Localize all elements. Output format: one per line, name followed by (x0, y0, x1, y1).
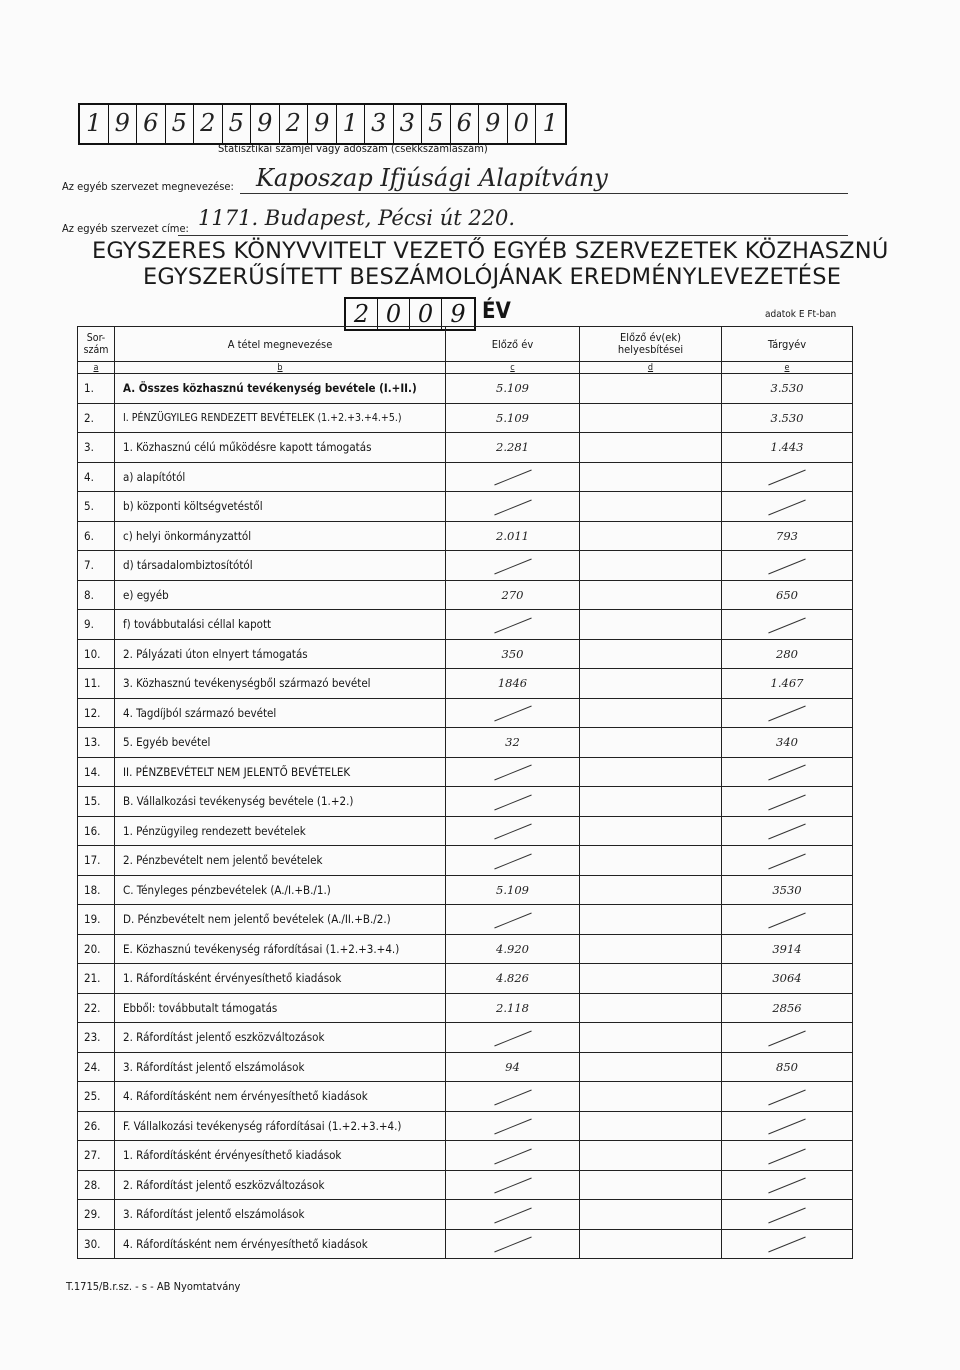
current-year-value (722, 462, 853, 492)
table-row (78, 964, 853, 994)
prev-year-value: 2.011 (446, 521, 580, 551)
correction-value (580, 462, 722, 492)
tax-id-digit: 5 (223, 105, 252, 143)
empty-dash (494, 912, 531, 928)
current-year-value (722, 1023, 853, 1053)
correction-value (580, 728, 722, 758)
empty-dash (768, 1237, 805, 1253)
empty-dash (768, 824, 805, 840)
tax-id-digit: 0 (508, 105, 537, 143)
prev-year-value: 32 (446, 728, 580, 758)
empty-dash (768, 1178, 805, 1194)
row-label: C. Tényleges pénzbevételek (A./I.+B./1.) (115, 875, 446, 905)
empty-dash (494, 558, 531, 574)
row-number: 12. (78, 698, 115, 728)
prev-year-value: 5.109 (446, 875, 580, 905)
row-label: II. PÉNZBEVÉTELT NEM JELENTŐ BEVÉTELEK (115, 757, 446, 787)
tax-id-digit: 2 (194, 105, 223, 143)
prev-year-value (446, 1200, 580, 1230)
row-number: 25. (78, 1082, 115, 1112)
empty-dash (768, 765, 805, 781)
row-label: 4. Ráfordításként nem érvényesíthető kiadások (115, 1082, 446, 1112)
tax-id-digit: 9 (308, 105, 337, 143)
row-number: 11. (78, 669, 115, 699)
correction-value (580, 757, 722, 787)
table-row (78, 846, 853, 876)
current-year-value (722, 846, 853, 876)
tax-id-digit: 5 (166, 105, 195, 143)
current-year-value (722, 1229, 853, 1259)
row-label: A. Összes közhasznú tevékenység bevétele (I.+II.) (115, 374, 446, 404)
table-row (78, 580, 853, 610)
row-number: 16. (78, 816, 115, 846)
year-digit: 9 (450, 300, 466, 328)
org-address-value: 1171. Budapest, Pécsi út 220. (198, 206, 516, 230)
correction-value (580, 1170, 722, 1200)
current-year-value (722, 1200, 853, 1230)
empty-dash (768, 794, 805, 810)
org-address-line (178, 235, 848, 236)
row-label: 1. Közhasznú célú működésre kapott támogatás (115, 433, 446, 463)
row-label: B. Vállalkozási tevékenység bevétele (1.+2.) (115, 787, 446, 817)
prev-year-value (446, 610, 580, 640)
prev-year-value (446, 1229, 580, 1259)
letter-e: e (722, 362, 853, 374)
empty-dash (768, 1148, 805, 1164)
table-row (78, 1111, 853, 1141)
prev-year-value (446, 1141, 580, 1171)
row-label: 3. Ráfordítást jelentő elszámolások (115, 1052, 446, 1082)
current-year-value: 280 (722, 639, 853, 669)
table-row (78, 433, 853, 463)
empty-dash (768, 1207, 805, 1223)
tax-id-digit: 3 (365, 105, 394, 143)
prev-year-value: 5.109 (446, 403, 580, 433)
row-label: 2. Ráfordítást jelentő eszközváltozások (115, 1170, 446, 1200)
table-row (78, 728, 853, 758)
table-row (78, 1170, 853, 1200)
empty-dash (494, 1178, 531, 1194)
tax-id-digit: 5 (422, 105, 451, 143)
prev-year-value (446, 551, 580, 581)
tax-id-caption: Statisztikai számjel vagy adószám (csekkszámlaszám) (218, 142, 488, 155)
table-row (78, 875, 853, 905)
row-number: 19. (78, 905, 115, 935)
correction-value (580, 698, 722, 728)
current-year-value: 793 (722, 521, 853, 551)
current-year-value (722, 1082, 853, 1112)
org-name-label: Az egyéb szervezet megnevezése: (62, 180, 234, 193)
row-number: 6. (78, 521, 115, 551)
prev-year-value (446, 1170, 580, 1200)
tax-id-box (78, 103, 567, 145)
row-number: 8. (78, 580, 115, 610)
correction-value (580, 521, 722, 551)
row-number: 7. (78, 551, 115, 581)
prev-year-value (446, 905, 580, 935)
col-e-header: Tárgyév (722, 327, 853, 362)
row-number: 21. (78, 964, 115, 994)
row-number: 13. (78, 728, 115, 758)
row-label: Ebből: továbbutalt támogatás (115, 993, 446, 1023)
current-year-value (722, 1141, 853, 1171)
empty-dash (494, 853, 531, 869)
empty-dash (494, 1089, 531, 1105)
row-number: 15. (78, 787, 115, 817)
year-digit: 2 (346, 299, 378, 329)
table-row (78, 816, 853, 846)
empty-dash (494, 470, 531, 486)
tax-id-digit: 1 (337, 105, 366, 143)
table-header-row (78, 327, 853, 362)
table-letter-row (78, 362, 853, 374)
row-label: 1. Ráfordításként érvényesíthető kiadások (115, 1141, 446, 1171)
row-label: 1. Ráfordításként érvényesíthető kiadások (115, 964, 446, 994)
table-row (78, 403, 853, 433)
row-number: 18. (78, 875, 115, 905)
col-a-header: Sor- szám (78, 327, 115, 362)
table-row (78, 698, 853, 728)
prev-year-value: 5.109 (446, 374, 580, 404)
correction-value (580, 580, 722, 610)
correction-value (580, 610, 722, 640)
prev-year-value: 4.826 (446, 964, 580, 994)
row-label: 5. Egyéb bevétel (115, 728, 446, 758)
correction-value (580, 1141, 722, 1171)
prev-year-value: 4.920 (446, 934, 580, 964)
empty-dash (494, 1148, 531, 1164)
table-row (78, 521, 853, 551)
prev-year-value (446, 1082, 580, 1112)
current-year-value (722, 551, 853, 581)
year-digit: 0 (410, 299, 442, 329)
table-row (78, 787, 853, 817)
empty-dash (768, 499, 805, 515)
table-row (78, 1141, 853, 1171)
table-row (78, 462, 853, 492)
prev-year-value (446, 757, 580, 787)
table-row (78, 1200, 853, 1230)
row-number: 2. (78, 403, 115, 433)
correction-value (580, 433, 722, 463)
prev-year-value: 2.118 (446, 993, 580, 1023)
col-c-header: Előző év (446, 327, 580, 362)
current-year-value: 1.467 (722, 669, 853, 699)
row-number: 29. (78, 1200, 115, 1230)
prev-year-value (446, 787, 580, 817)
row-label: 3. Ráfordítást jelentő elszámolások (115, 1200, 446, 1230)
correction-value (580, 993, 722, 1023)
correction-value (580, 1082, 722, 1112)
prev-year-value: 350 (446, 639, 580, 669)
row-number: 28. (78, 1170, 115, 1200)
table-row (78, 1082, 853, 1112)
correction-value (580, 905, 722, 935)
empty-dash (494, 1030, 531, 1046)
empty-dash (494, 1237, 531, 1253)
letter-c: c (446, 362, 580, 374)
letter-b: b (115, 362, 446, 374)
col-b-header: A tétel megnevezése (115, 327, 446, 362)
current-year-value (722, 757, 853, 787)
prev-year-value (446, 492, 580, 522)
correction-value (580, 875, 722, 905)
empty-dash (494, 794, 531, 810)
row-number: 27. (78, 1141, 115, 1171)
empty-dash (494, 706, 531, 722)
prev-year-value: 94 (446, 1052, 580, 1082)
current-year-value (722, 1111, 853, 1141)
prev-year-value (446, 816, 580, 846)
empty-dash (494, 1119, 531, 1135)
row-label: 2. Pályázati úton elnyert támogatás (115, 639, 446, 669)
empty-dash (494, 765, 531, 781)
correction-value (580, 1052, 722, 1082)
col-d-header: Előző év(ek) helyesbítései (580, 327, 722, 362)
table-row (78, 757, 853, 787)
current-year-value: 340 (722, 728, 853, 758)
empty-dash (768, 1089, 805, 1105)
empty-dash (494, 499, 531, 515)
correction-value (580, 1023, 722, 1053)
row-label: D. Pénzbevételt nem jelentő bevételek (A./II.+B./2.) (115, 905, 446, 935)
row-number: 17. (78, 846, 115, 876)
empty-dash (494, 617, 531, 633)
current-year-value: 1.443 (722, 433, 853, 463)
row-label: 2. Ráfordítást jelentő eszközváltozások (115, 1023, 446, 1053)
empty-dash (768, 706, 805, 722)
row-number: 5. (78, 492, 115, 522)
empty-dash (768, 853, 805, 869)
org-address-label: Az egyéb szervezet címe: (62, 222, 189, 235)
tax-id-digit: 6 (137, 105, 166, 143)
row-number: 22. (78, 993, 115, 1023)
row-number: 10. (78, 639, 115, 669)
empty-dash (494, 1207, 531, 1223)
current-year-value: 3064 (722, 964, 853, 994)
table-row (78, 669, 853, 699)
current-year-value: 850 (722, 1052, 853, 1082)
tax-id-digit: 9 (251, 105, 280, 143)
row-label: b) központi költségvetéstől (115, 492, 446, 522)
table-row (78, 492, 853, 522)
prev-year-value (446, 462, 580, 492)
correction-value (580, 934, 722, 964)
form-title-line2: EGYSZERŰSÍTETT BESZÁMOLÓJÁNAK EREDMÉNYLEVEZETÉSE (143, 264, 842, 290)
correction-value (580, 374, 722, 404)
tax-id-digit: 1 (542, 109, 558, 137)
row-label: 3. Közhasznú tevékenységből származó bevétel (115, 669, 446, 699)
row-label: a) alapítótól (115, 462, 446, 492)
row-number: 24. (78, 1052, 115, 1082)
table-row (78, 1023, 853, 1053)
current-year-value (722, 1170, 853, 1200)
row-label: f) továbbutalási céllal kapott (115, 610, 446, 640)
correction-value (580, 639, 722, 669)
correction-value (580, 1200, 722, 1230)
correction-value (580, 669, 722, 699)
prev-year-value (446, 1111, 580, 1141)
prev-year-value (446, 698, 580, 728)
row-label: I. PÉNZÜGYILEG RENDEZETT BEVÉTELEK (1.+2.+3.+4.+5.) (115, 403, 446, 433)
letter-a: a (78, 362, 115, 374)
prev-year-value: 1846 (446, 669, 580, 699)
table-row (78, 1052, 853, 1082)
year-digit: 0 (378, 299, 410, 329)
results-table (77, 326, 853, 1259)
correction-value (580, 492, 722, 522)
current-year-value (722, 610, 853, 640)
tax-id-digit: 6 (451, 105, 480, 143)
table-row (78, 610, 853, 640)
current-year-value: 3.530 (722, 374, 853, 404)
empty-dash (768, 558, 805, 574)
current-year-value (722, 698, 853, 728)
correction-value (580, 551, 722, 581)
year-suffix: ÉV (482, 299, 511, 324)
row-label: e) egyéb (115, 580, 446, 610)
correction-value (580, 846, 722, 876)
row-number: 23. (78, 1023, 115, 1053)
empty-dash (768, 1119, 805, 1135)
current-year-value (722, 492, 853, 522)
correction-value (580, 1229, 722, 1259)
form-title-line1: EGYSZERES KÖNYVVITELT VEZETŐ EGYÉB SZERVEZETEK KÖZHASZNÚ (92, 238, 889, 264)
org-name-line (240, 193, 848, 194)
correction-value (580, 787, 722, 817)
correction-value (580, 1111, 722, 1141)
table-row (78, 934, 853, 964)
empty-dash (768, 912, 805, 928)
current-year-value (722, 816, 853, 846)
row-number: 4. (78, 462, 115, 492)
prev-year-value (446, 846, 580, 876)
row-number: 1. (78, 374, 115, 404)
row-number: 14. (78, 757, 115, 787)
table-row (78, 374, 853, 404)
row-label: F. Vállalkozási tevékenység ráfordításai (1.+2.+3.+4.) (115, 1111, 446, 1141)
correction-value (580, 964, 722, 994)
empty-dash (494, 824, 531, 840)
prev-year-value (446, 1023, 580, 1053)
empty-dash (768, 617, 805, 633)
table-row (78, 1229, 853, 1259)
current-year-value: 3530 (722, 875, 853, 905)
correction-value (580, 403, 722, 433)
row-number: 30. (78, 1229, 115, 1259)
tax-id-digit: 9 (479, 105, 508, 143)
row-number: 26. (78, 1111, 115, 1141)
row-label: d) társadalombiztosítótól (115, 551, 446, 581)
units-note: adatok E Ft-ban (765, 309, 837, 320)
letter-d: d (580, 362, 722, 374)
correction-value (580, 816, 722, 846)
footer-note: T.1715/B.r.sz. - s - AB Nyomtatvány (66, 1280, 241, 1293)
tax-id-digit: 1 (80, 105, 109, 143)
table-row (78, 905, 853, 935)
current-year-value: 650 (722, 580, 853, 610)
table-row (78, 639, 853, 669)
current-year-value: 3.530 (722, 403, 853, 433)
row-label: E. Közhasznú tevékenység ráfordításai (1.+2.+3.+4.) (115, 934, 446, 964)
row-number: 9. (78, 610, 115, 640)
prev-year-value: 2.281 (446, 433, 580, 463)
row-number: 3. (78, 433, 115, 463)
current-year-value (722, 905, 853, 935)
org-name-value: Kaposzap Ifjúsági Alapítvány (256, 164, 608, 192)
row-number: 20. (78, 934, 115, 964)
tax-id-digit: 9 (109, 105, 138, 143)
tax-id-digit: 2 (280, 105, 309, 143)
row-label: 4. Ráfordításként nem érvényesíthető kiadások (115, 1229, 446, 1259)
prev-year-value: 270 (446, 580, 580, 610)
tax-id-digit: 3 (394, 105, 423, 143)
row-label: 1. Pénzügyileg rendezett bevételek (115, 816, 446, 846)
empty-dash (768, 470, 805, 486)
row-label: c) helyi önkormányzattól (115, 521, 446, 551)
current-year-value: 2856 (722, 993, 853, 1023)
table-row (78, 551, 853, 581)
row-label: 4. Tagdíjból származó bevétel (115, 698, 446, 728)
current-year-value (722, 787, 853, 817)
table-row (78, 993, 853, 1023)
empty-dash (768, 1030, 805, 1046)
row-label: 2. Pénzbevételt nem jelentő bevételek (115, 846, 446, 876)
current-year-value: 3914 (722, 934, 853, 964)
